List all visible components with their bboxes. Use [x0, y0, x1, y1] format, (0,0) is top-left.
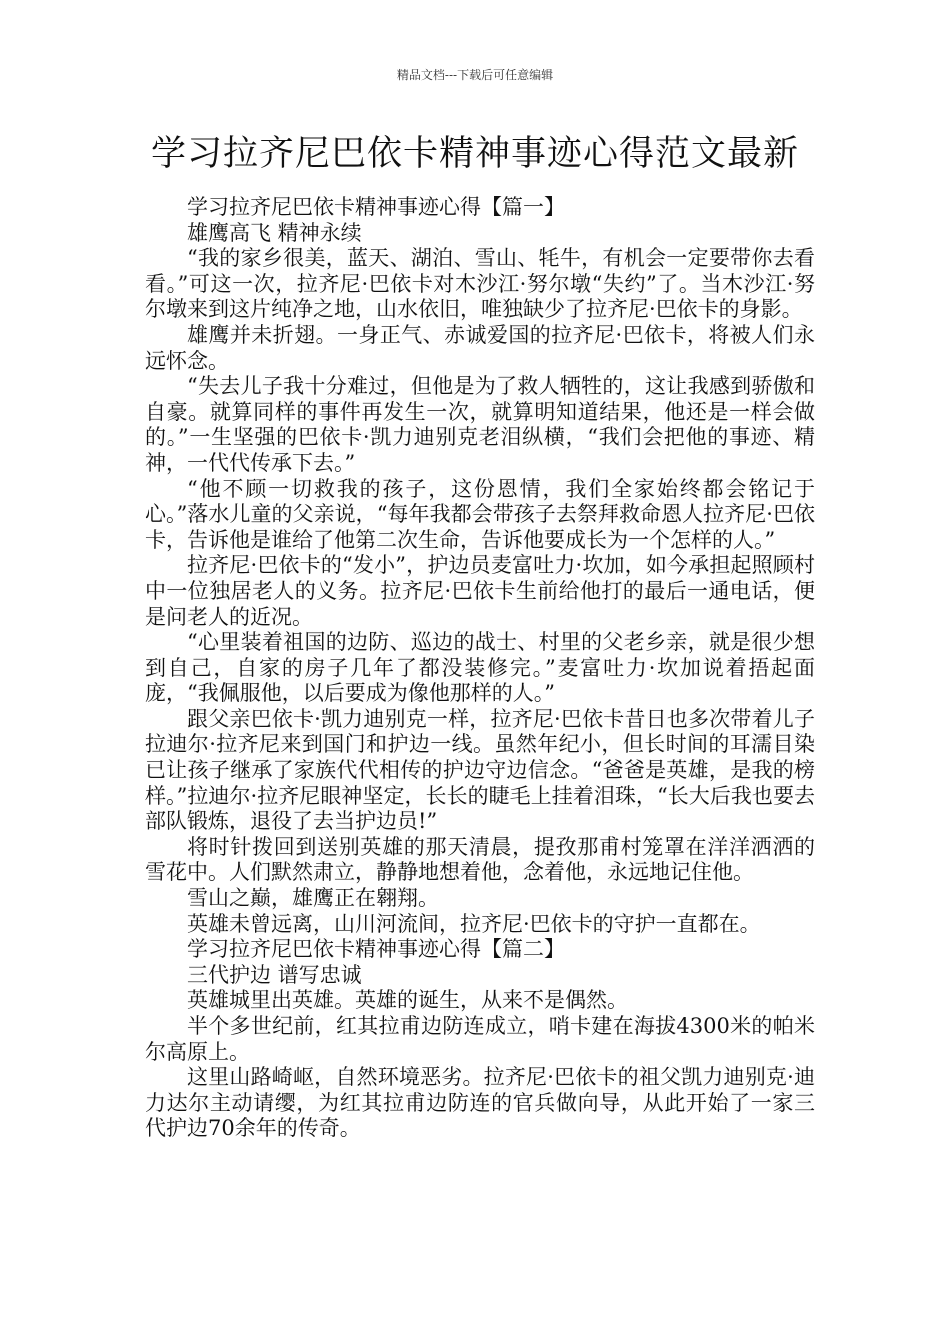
document-body [145, 195, 815, 1142]
paragraph: 英雄城里出英雄。英雄的诞生，从来不是偶然。 [187, 988, 628, 1013]
paragraph: 跟父亲巴依卡·凯力迪别克一样，拉齐尼·巴依卡昔日也多次带着儿子拉迪尔·拉齐尼来到国门和护边一线。虽然年纪小，但长时间的耳濡目染已让孩子继承了家族代代相传的护边守边信念。“爸爸是英雄，是我的榜样。”拉迪尔·拉齐尼眼神坚定，长长的睫毛上挂着泪珠，“长大后我也要去部队锻炼，退役了去当护边员!” [145, 706, 815, 834]
section-heading: 学习拉齐尼巴依卡精神事迹心得【篇一】 [187, 195, 565, 219]
paragraph: “失去儿子我十分难过，但他是为了救人牺牲的，这让我感到骄傲和自豪。就算同样的事件再发生一次，就算明知道结果，他还是一样会做的。”一生坚强的巴依卡·凯力迪别克老泪纵横，“我们会把他的事迹、精神，一代代传承下去。” [145, 374, 815, 475]
paragraph: 雪山之巅，雄鹰正在翱翔。 [187, 886, 439, 911]
paragraph: “他不顾一切救我的孩子，这份恩情，我们全家始终都会铭记于心。”落水儿童的父亲说，“每年我都会带孩子去祭拜救命恩人拉齐尼·巴依卡，告诉他是谁给了他第二次生命，告诉他要成长为一个怎样的人。” [145, 476, 815, 552]
header-note: 精品文档---下载后可任意编辑 [396, 68, 554, 82]
paragraph: 将时针拨回到送别英雄的那天清晨，提孜那甫村笼罩在洋洋洒洒的雪花中。人们默然肃立，静静地想着他，念着他，永远地记住他。 [145, 834, 815, 885]
paragraph: 半个多世纪前，红其拉甫边防连成立，哨卡建在海拔4300米的帕米尔高原上。 [145, 1014, 815, 1064]
paragraph: 这里山路崎岖，自然环境恶劣。拉齐尼·巴依卡的祖父凯力迪别克·迪力达尔主动请缨，为红其拉甫边防连的官兵做向导，从此开始了一家三代护边70余年的传奇。 [145, 1065, 815, 1141]
paragraph: 雄鹰并未折翅。一身正气、赤诚爱国的拉齐尼·巴依卡，将被人们永远怀念。 [145, 322, 815, 373]
document-title: 学习拉齐尼巴依卡精神事迹心得范文最新 [150, 134, 799, 174]
subheading: 三代护边 谱写忠诚 [187, 962, 362, 987]
paragraph: 拉齐尼·巴依卡的“发小”，护边员麦富吐力·坎加，如今承担起照顾村中一位独居老人的义务。拉齐尼·巴依卡生前给他打的最后一通电话，便是问老人的近况。 [145, 553, 815, 629]
paragraph: 英雄未曾远离，山川河流间，拉齐尼·巴依卡的守护一直都在。 [187, 911, 761, 936]
subheading: 雄鹰高飞 精神永续 [187, 220, 362, 245]
paragraph: “心里装着祖国的边防、巡边的战士、村里的父老乡亲，就是很少想到自己，自家的房子几年了都没装修完。”麦富吐力·坎加说着捂起面庞，“我佩服他，以后要成为像他那样的人。” [145, 630, 815, 706]
section-heading: 学习拉齐尼巴依卡精神事迹心得【篇二】 [187, 937, 565, 962]
paragraph: “我的家乡很美，蓝天、湖泊、雪山、牦牛，有机会一定要带你去看看。”可这一次，拉齐尼·巴依卡对木沙江·努尔墩“失约”了。当木沙江·努尔墩来到这片纯净之地，山水依旧，唯独缺少了拉齐尼·巴依卡的身影。 [145, 246, 815, 322]
